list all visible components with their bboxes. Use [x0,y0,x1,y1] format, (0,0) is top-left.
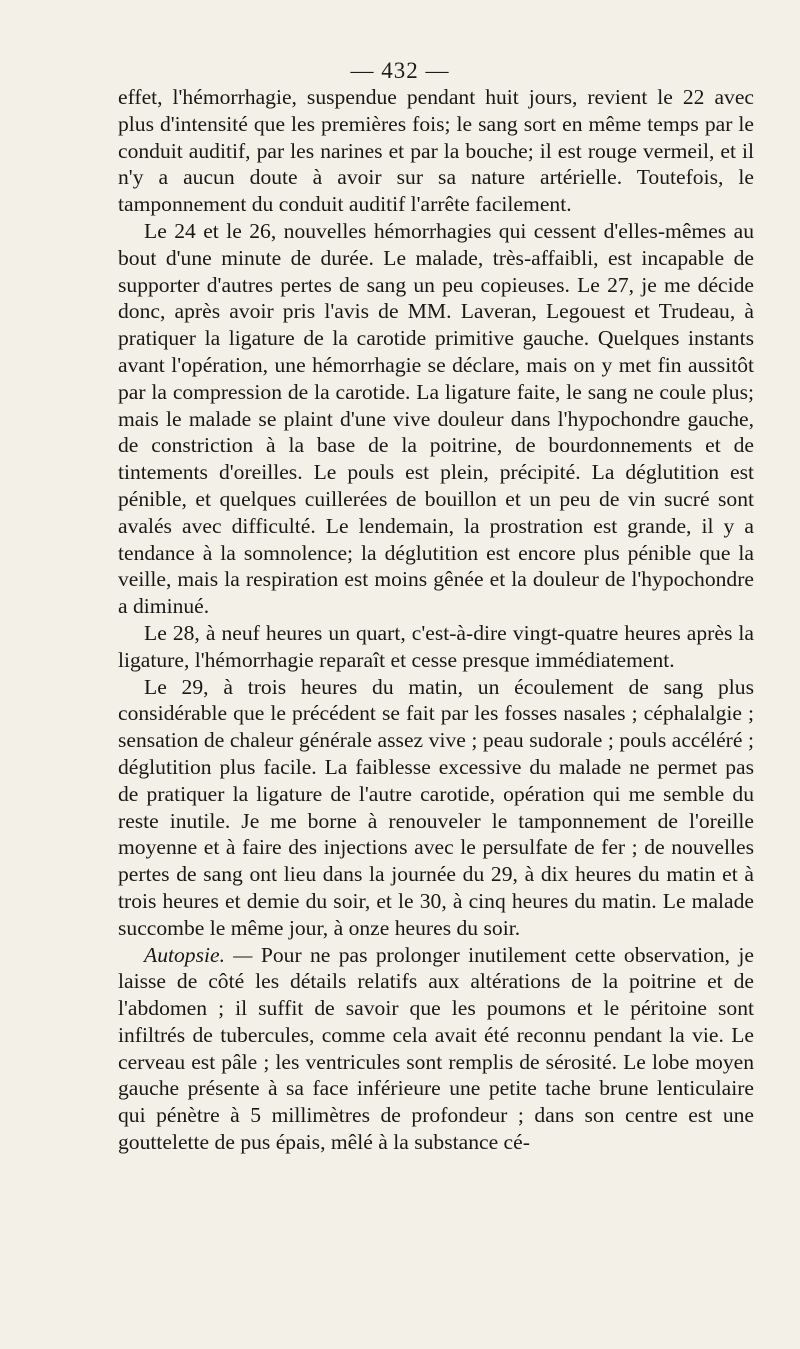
paragraph-29: Le 29, à trois heures du matin, un écoulement de sang plus considérable que le précédent se fait par les fosses nasales ; céphalalgie ; sensation de chaleur générale assez vive ; peau sudorale ; pouls accéléré ; déglutition plus facile. La faiblesse excessive du malade ne permet pas de pratiquer la ligature de l'autre carotide, opération qui me semble du reste inutile. Je me borne à renouveler le tamponnement de l'oreille moyenne et à faire des injections avec le persulfate de fer ; de nouvelles pertes de sang ont lieu dans la journée du 29, à dix heures du matin et à trois heures et demie du soir, et le 30, à cinq heures du matin. Le malade succombe le même jour, à onze heures du soir. [118,674,754,940]
body-text [118,84,754,1156]
autopsy-label: Autopsie. — [144,942,253,967]
page-number: — 432 — [350,58,450,83]
paragraph-continuation: effet, l'hémorrhagie, suspendue pendant huit jours, revient le 22 avec plus d'intensité que les premières fois; le sang sort en même temps par le conduit auditif, par les narines et par la bouche; il est rouge vermeil, et il n'y a aucun doute à avoir sur sa nature artérielle. Toutefois, le tamponnement du conduit auditif l'arrête facilement. [118,85,754,217]
paragraph-24-26: Le 24 et le 26, nouvelles hémorrhagies qui cessent d'elles-mêmes au bout d'une minute de durée. Le malade, très-affaibli, est incapable de supporter d'autres pertes de sang un peu copieuses. Le 27, je me décide donc, après avoir pris l'avis de MM. Laveran, Legouest et Trudeau, à pratiquer la ligature de la carotide primitive gauche. Quelques instants avant l'opération, une hémorrhagie se déclare, mais on y met fin aussitôt par la compression de la carotide. La ligature faite, le sang ne coule plus; mais le malade se plaint d'une vive douleur dans l'hypochondre gauche, de constriction à la base de la poitrine, de bourdonnements et de tintements d'oreilles. Le pouls est plein, précipité. La déglutition est pénible, et quelques cuillerées de bouillon et un peu de vin sucré sont avalés avec difficulté. Le lendemain, la prostration est grande, il y a tendance à la somnolence; la déglutition est encore plus pénible que la veille, mais la respiration est moins gênée et la douleur de l'hypochondre a diminué. [118,218,754,619]
paragraph-28: Le 28, à neuf heures un quart, c'est-à-dire vingt-quatre heures après la ligature, l'hémorrhagie reparaît et cesse presque immédiatement. [118,620,754,672]
autopsy-text: Pour ne pas prolonger inutilement cette observation, je laisse de côté les détails relatifs aux altérations de la poitrine et de l'abdomen ; il suffit de savoir que les poumons et le péritoine sont infiltrés de tubercules, comme cela avait été reconnu pendant la vie. Le cerveau est pâle ; les ventricules sont remplis de sérosité. Le lobe moyen gauche présente à sa face inférieure une petite tache brune lenticulaire qui pénètre à 5 millimètres de profondeur ; dans son centre est une gouttelette de pus épais, mêlé à la substance cé- [118,942,754,1155]
paragraph-autopsy [118,942,754,1156]
